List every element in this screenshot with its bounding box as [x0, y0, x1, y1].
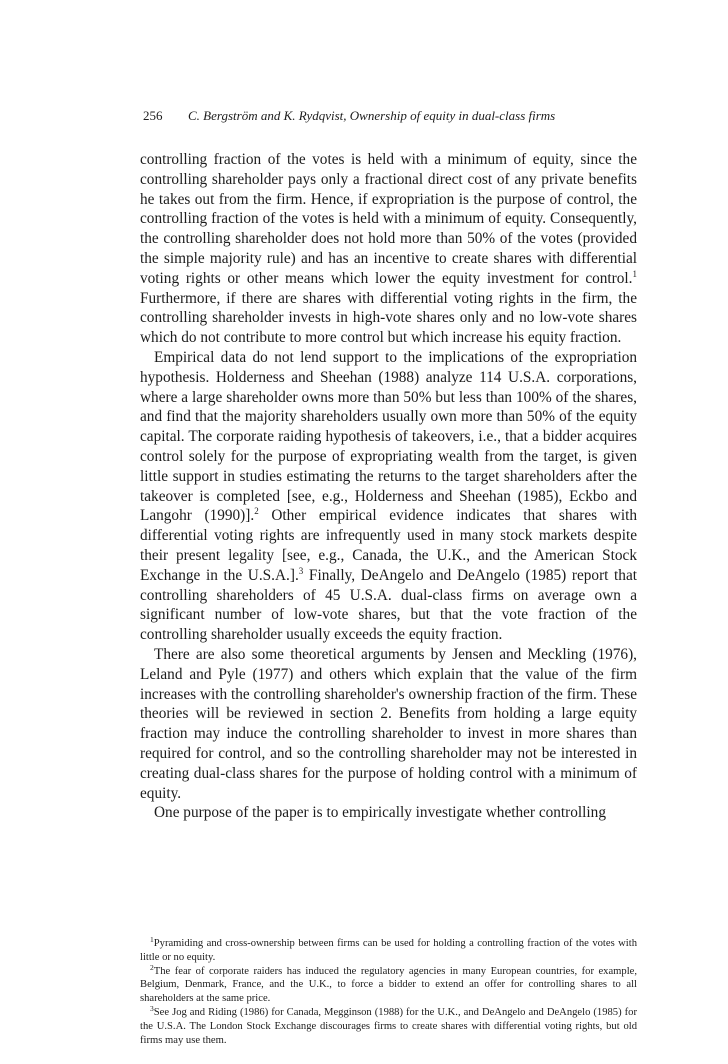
- footnote-mark-1: 1: [150, 935, 154, 944]
- paragraph-1: [140, 150, 637, 348]
- running-head: C. Bergström and K. Rydqvist, Ownership of equity in dual-class firms: [188, 108, 556, 123]
- paragraph-2-text-cont: Other empirical evidence indicates that shares with differential voting rights are infrequently used in many stock markets despite their present legality [see, e.g., Canada, the U.K., and the American Stock Exchange in the U.S.A.].: [140, 507, 637, 584]
- footnote-ref-3: 3: [298, 565, 304, 576]
- page-number: 256: [143, 108, 163, 123]
- paragraph-3: There are also some theoretical arguments by Jensen and Meckling (1976), Leland and Pyle (1977) and others which explain that the value of the firm increases with the controlling shareholder's ownership fraction of the firm. These theories will be reviewed in section 2. Benefits from holding a large equity fraction may induce the controlling shareholder to invest in more shares than required for control, and so the controlling shareholder may not be interested in creating dual-class shares for the purpose of holding control with a minimum of equity.: [140, 645, 637, 802]
- footnote-3: [140, 1003, 637, 1047]
- paragraph-2-text-end: Finally, DeAngelo and DeAngelo (1985) report that controlling shareholders of 45 U.S.A. dual-class firms on average own a significant number of low-vote shares, but that the vote fraction of the controlling shareholder usually exceeds the equity fraction.: [140, 566, 637, 644]
- footnote-3-text: See Jog and Riding (1986) for Canada, Megginson (1988) for the U.K., and DeAngelo and DeAngelo (1985) for the U.S.A. The London Stock Exchange discourages firms to create shares with differential voting rights, but old firms may use them.: [140, 1006, 637, 1046]
- paragraph-2-text: Empirical data do not lend support to the implications of the expropriation hypothesis. Holderness and Sheehan (1988) analyze 114 U.S.A. corporations, where a large shareholder owns more than 50% but less than 100% of the shares, and find that the majority shareholders usually own more than 50% of the equity capital. The corporate raiding hypothesis of takeovers, i.e., that a bidder acquires control solely for the purpose of expropriating wealth from the target, is given little support in studies estimating the returns to the target shareholders after the takeover is completed [see, e.g., Holderness and Sheehan (1985), Eckbo and Langohr (1990)].: [140, 348, 637, 525]
- footnotes: [140, 937, 637, 1047]
- paragraph-1-text-cont: Furthermore, if there are shares with differential voting rights in the firm, the controlling shareholder invests in high-vote shares only and no low-vote shares which do not contribute to more control but which increase his equity fraction.: [140, 289, 637, 347]
- footnote-2: [140, 962, 637, 1006]
- footnote-mark-2: 2: [150, 962, 154, 972]
- paragraph-1-text: controlling fraction of the votes is held with a minimum of equity, since the controlling shareholder pays only a fractional direct cost of any private benefits he takes out from the firm. Hence, if expropriation is the purpose of control, the controlling fraction of the votes is held with a minimum of equity. Consequently, the controlling shareholder does not hold more than 50% of the votes (provided the simple majority rule) and has an incentive to create shares with differential voting rights or other means which lower the equity investment for control.: [140, 151, 637, 287]
- footnote-ref-2: 2: [254, 506, 259, 517]
- paragraph-4: One purpose of the paper is to empirically investigate whether controlling: [154, 804, 606, 822]
- footnote-ref-1: 1: [632, 268, 637, 279]
- paragraph-2: [140, 348, 637, 645]
- footnote-1-text: Pyramiding and cross-ownership between firms can be used for holding a controlling fraction of the votes with little or no equity.: [140, 938, 637, 963]
- page-header: [143, 108, 643, 128]
- footnote-mark-3: 3: [150, 1003, 154, 1013]
- footnote-2-text: The fear of corporate raiders has induced the regulatory agencies in many European countries, for example, Belgium, Denmark, France, and the U.K., to force a bidder to extend an offer for controlling shares to all shareholders at the same price.: [140, 965, 637, 1005]
- footnote-1: [140, 937, 637, 965]
- body-text: [140, 150, 637, 823]
